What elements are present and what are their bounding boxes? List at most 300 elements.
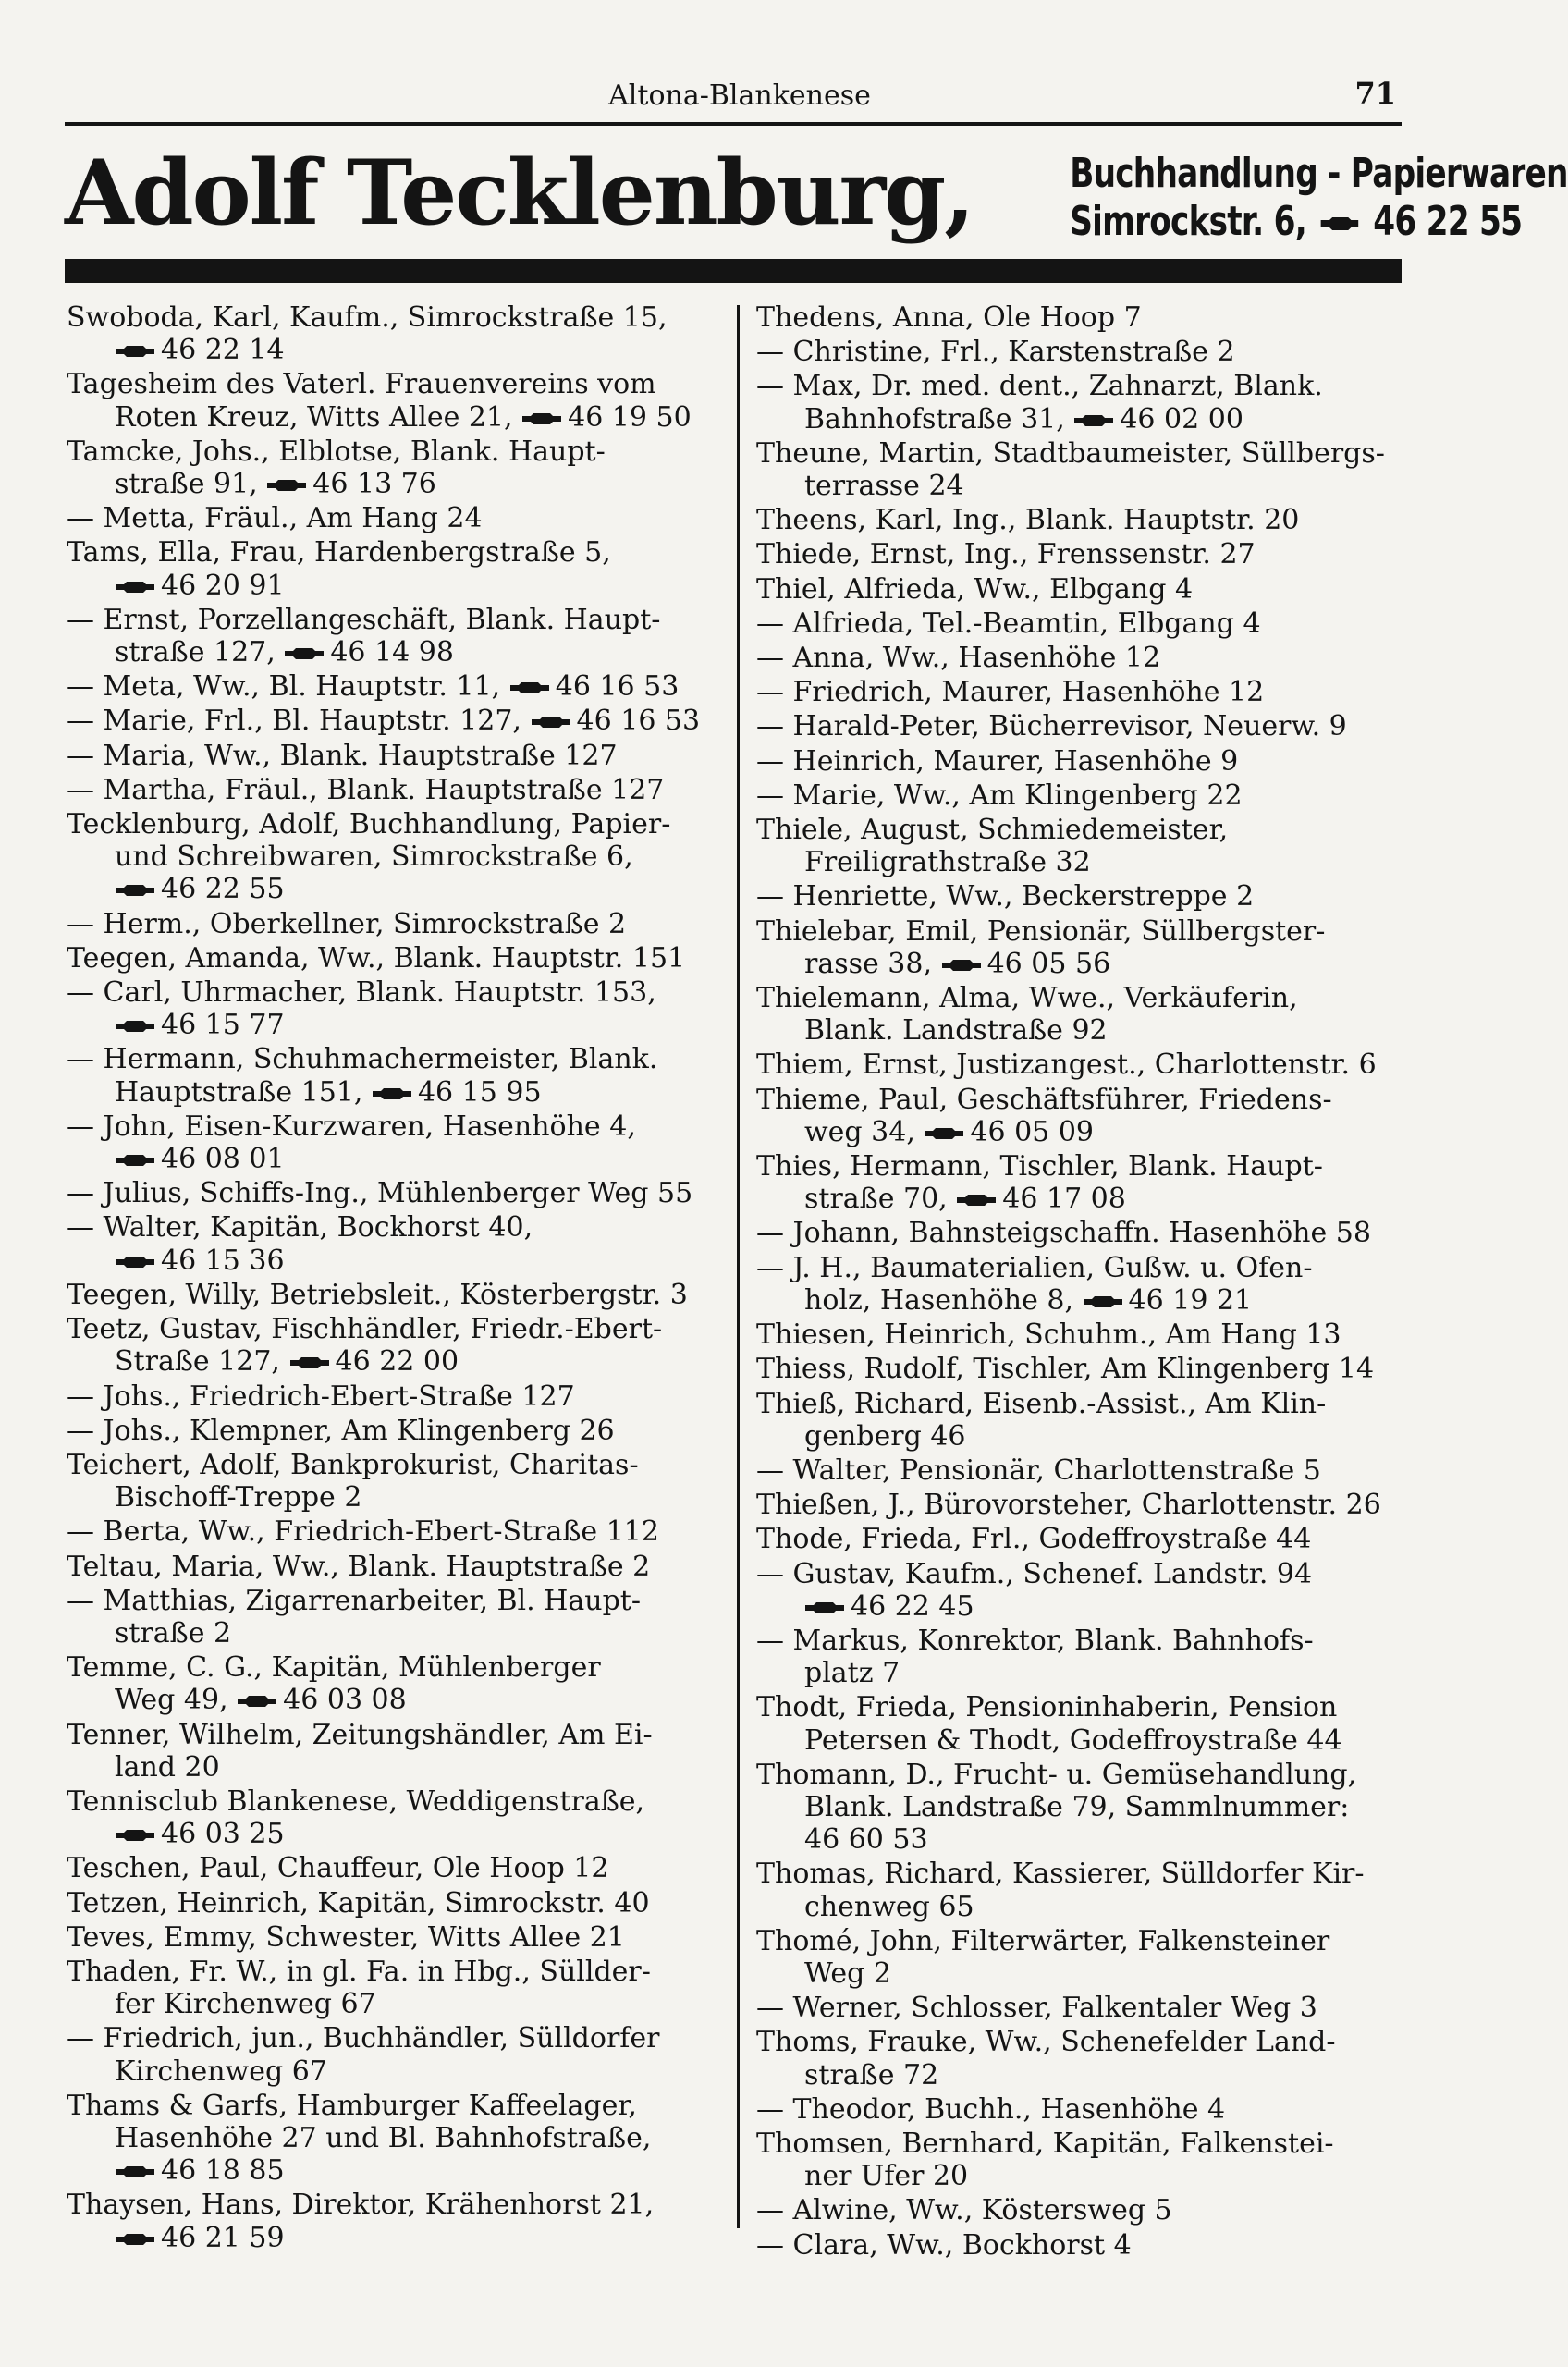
entry-text: Blank. Landstraße 92 (804, 1014, 1108, 1048)
entry-text: Temme, C. G., Kapitän, Mühlenberger (67, 1651, 601, 1685)
directory-entry (756, 982, 1413, 1047)
telephone-icon (941, 959, 982, 972)
directory-entry (756, 1625, 1413, 1689)
directory-entry (756, 573, 1413, 606)
telephone-icon (1319, 215, 1360, 232)
entry-text: Tennisclub Blankenese, Weddigenstraße, (67, 1784, 645, 1818)
entry-line (67, 1449, 723, 1481)
directory-entry (67, 1585, 723, 1650)
entry-continuation-line (67, 840, 723, 873)
entry-line (756, 2229, 1413, 2262)
entry-text: 46 03 08 (283, 1684, 407, 1717)
entry-text: Teschen, Paul, Chauffeur, Ole Hoop 12 (67, 1852, 609, 1885)
entry-text: — Walter, Pensionär, Charlottenstraße 5 (756, 1453, 1321, 1487)
entry-line (67, 1921, 723, 1954)
entry-text: — Markus, Konrektor, Blank. Bahnhofs- (756, 1624, 1314, 1657)
directory-entry (756, 1049, 1413, 1081)
entry-line (67, 2022, 723, 2054)
entry-text: — J. H., Baumaterialien, Gußw. u. Ofen- (756, 1251, 1313, 1284)
header-rule (65, 122, 1402, 126)
directory-entry (756, 1489, 1413, 1521)
entry-continuation-line (67, 1143, 723, 1175)
ad-bottom-rule (65, 259, 1402, 283)
entry-continuation-line (67, 570, 723, 602)
entry-line (756, 1625, 1413, 1657)
directory-entry (67, 1956, 723, 2020)
entry-text: 46 22 14 (161, 334, 285, 367)
directory-entry (756, 1252, 1413, 1317)
entry-line (756, 538, 1413, 570)
ad-details (1070, 150, 1568, 246)
entry-continuation-line (67, 401, 723, 434)
directory-entry (756, 336, 1413, 368)
entry-text: — Hermann, Schuhmachermeister, Blank. (67, 1043, 658, 1076)
entry-line (756, 745, 1413, 778)
entry-text: — Henriette, Ww., Beckerstreppe 2 (756, 880, 1255, 914)
entry-line (756, 676, 1413, 708)
entry-line (67, 942, 723, 975)
entry-text: straße 91, (115, 468, 267, 501)
running-head (0, 76, 1479, 117)
entry-text: Thiesen, Heinrich, Schuhm., Am Hang 13 (756, 1318, 1341, 1352)
entry-line (756, 437, 1413, 470)
entry-text: chenweg 65 (804, 1890, 974, 1923)
entry-text: — Theodor, Buchh., Hasenhöhe 4 (756, 2092, 1226, 2126)
entry-line (756, 2128, 1413, 2160)
entry-line (756, 1858, 1413, 1890)
entry-text: 46 60 53 (804, 1823, 928, 1857)
entry-text: Thiem, Ernst, Justizangest., Charlottenstr. 6 (756, 1049, 1377, 1082)
entry-text: Bahnhofstraße 31, (804, 402, 1074, 435)
entry-line (756, 573, 1413, 606)
directory-entry (756, 710, 1413, 742)
telephone-icon (509, 681, 550, 694)
entry-text: Thomas, Richard, Kassierer, Sülldorfer Kir- (756, 1858, 1365, 1891)
entry-line (67, 1852, 723, 1884)
ad-business-name: Adolf Tecklenburg, (65, 141, 974, 245)
entry-line (756, 607, 1413, 640)
entry-text: Petersen & Thodt, Godeffroystraße 44 (804, 1723, 1342, 1757)
entry-text: 46 17 08 (1002, 1183, 1126, 1216)
telephone-icon (521, 412, 562, 425)
directory-entry (67, 1651, 723, 1716)
entry-continuation-line (756, 1823, 1413, 1856)
entry-text: Thies, Hermann, Tischler, Blank. Haupt- (756, 1150, 1323, 1184)
entry-line (67, 1380, 723, 1413)
directory-entry (756, 745, 1413, 778)
entry-text: Teltau, Maria, Ww., Blank. Hauptstraße 2 (67, 1550, 651, 1583)
directory-entry (67, 1043, 723, 1108)
entry-text: 46 22 45 (851, 1589, 974, 1623)
entry-line (67, 1956, 723, 1988)
entry-text: Thoms, Frauke, Ww., Schenefelder Land- (756, 2026, 1336, 2059)
entry-line (67, 670, 723, 703)
entry-continuation-line (67, 873, 723, 905)
entry-text: Theens, Karl, Ing., Blank. Hauptstr. 20 (756, 504, 1300, 537)
directory-entry (756, 538, 1413, 570)
directory-entry (67, 1551, 723, 1583)
directory-entry (67, 1515, 723, 1548)
entry-text: — Friedrich, jun., Buchhändler, Sülldorfer (67, 2022, 660, 2055)
entry-text: — Marie, Ww., Am Klingenberg 22 (756, 779, 1243, 812)
entry-text: Thomé, John, Filterwärter, Falkensteiner (756, 1924, 1330, 1957)
telephone-icon (372, 1087, 412, 1100)
entry-text: 46 19 50 (568, 400, 692, 434)
entry-text: — Carl, Uhrmacher, Blank. Hauptstr. 153, (67, 976, 656, 1010)
entry-continuation-line (67, 1751, 723, 1784)
directory-entry (67, 435, 723, 500)
entry-line (67, 604, 723, 636)
entry-line (67, 301, 723, 334)
entry-continuation-line (67, 1684, 723, 1716)
entry-continuation-line (756, 1183, 1413, 1215)
entry-text: 46 22 55 (161, 873, 285, 906)
entry-text: Tecklenburg, Adolf, Buchhandlung, Papier- (67, 808, 671, 841)
directory-entry (67, 670, 723, 703)
entry-text: Thaysen, Hans, Direktor, Krähenhorst 21, (67, 2189, 655, 2222)
entry-text: Tagesheim des Vaterl. Frauenvereins vom (67, 368, 656, 401)
directory-entry (756, 814, 1413, 878)
entry-text: Thodt, Frieda, Pensioninhaberin, Pension (756, 1691, 1338, 1724)
directory-entry (67, 1177, 723, 1209)
entry-text: 46 19 21 (1128, 1283, 1253, 1317)
entry-text: Thaden, Fr. W., in gl. Fa. in Hbg., Süllder- (67, 1955, 651, 1988)
telephone-icon (115, 1256, 155, 1269)
entry-continuation-line (67, 1009, 723, 1041)
directory-entry (67, 1719, 723, 1784)
entry-line (756, 2194, 1413, 2226)
directory-entry (756, 1992, 1413, 2024)
directory-entry (756, 1523, 1413, 1555)
entry-text: Theune, Martin, Stadtbaumeister, Süllbergs- (756, 436, 1385, 470)
directory-entry (67, 1380, 723, 1413)
directory-entry (67, 705, 723, 737)
entry-text: — Gustav, Kaufm., Schenef. Landstr. 94 (756, 1557, 1313, 1590)
entry-line (756, 2026, 1413, 2058)
entry-continuation-line (67, 1988, 723, 2020)
directory-entry (67, 301, 723, 366)
entry-text: — Matthias, Zigarrenarbeiter, Bl. Haupt- (67, 1584, 641, 1617)
directory-entry (67, 368, 723, 433)
telephone-icon (1083, 1295, 1123, 1308)
entry-line (756, 982, 1413, 1014)
telephone-icon (924, 1127, 964, 1140)
entry-text: — Clara, Ww., Bockhorst 4 (756, 2228, 1132, 2262)
entry-continuation-line (756, 846, 1413, 878)
entry-text: 46 15 95 (417, 1075, 542, 1109)
entry-text: — Friedrich, Maurer, Hasenhöhe 12 (756, 676, 1265, 709)
entry-line (756, 336, 1413, 368)
entry-line (756, 1691, 1413, 1723)
entry-text: Thomsen, Bernhard, Kapitän, Falkenstei- (756, 2127, 1334, 2160)
entry-continuation-line (756, 1724, 1413, 1757)
entry-text: Roten Kreuz, Witts Allee 21, (115, 400, 522, 434)
entry-text: 46 05 56 (986, 947, 1111, 980)
entry-text: Teegen, Amanda, Ww., Blank. Hauptstr. 151 (67, 941, 686, 975)
telephone-icon (956, 1194, 997, 1207)
directory-entry (67, 502, 723, 534)
directory-entry (67, 604, 723, 668)
ad-phone-number: 46 22 55 (1373, 198, 1523, 245)
entry-text: 46 15 77 (161, 1009, 285, 1042)
directory-entry (756, 2194, 1413, 2226)
directory-entry (756, 642, 1413, 674)
entry-text: 46 21 59 (161, 2221, 285, 2254)
entry-text: 46 16 53 (555, 670, 680, 704)
entry-line (67, 740, 723, 772)
entry-text: Teegen, Willy, Betriebsleit., Kösterbergstr. 3 (67, 1278, 688, 1311)
entry-text: Thams & Garfs, Hamburger Kaffeelager, (67, 2089, 637, 2122)
entry-line (756, 1992, 1413, 2024)
entry-line (756, 370, 1413, 402)
entry-text: Thiele, August, Schmiedemeister, (756, 814, 1229, 847)
directory-entry (756, 1691, 1413, 1756)
entry-continuation-line (67, 468, 723, 500)
entry-continuation-line (756, 2160, 1413, 2192)
telephone-icon (115, 1020, 155, 1033)
right-column (756, 301, 1413, 2263)
telephone-icon (115, 2233, 155, 2246)
ad-line-address (1070, 198, 1523, 246)
directory-entry (756, 2093, 1413, 2126)
entry-line (756, 1150, 1413, 1183)
entry-line (756, 1353, 1413, 1385)
entry-text: fer Kirchenweg 67 (115, 1988, 376, 2021)
entry-continuation-line (67, 2122, 723, 2154)
entry-line (67, 1785, 723, 1818)
entry-text: 46 05 09 (970, 1115, 1095, 1148)
entry-line (756, 2093, 1413, 2126)
directory-entry (67, 2022, 723, 2087)
entry-text: straße 72 (804, 2058, 939, 2091)
entry-text: — Alwine, Ww., Köstersweg 5 (756, 2194, 1172, 2227)
entry-text: land 20 (115, 1750, 220, 1784)
entry-text: Thomann, D., Frucht- u. Gemüsehandlung, (756, 1758, 1357, 1791)
entry-line (756, 642, 1413, 674)
entry-line (756, 814, 1413, 846)
directory-entry (67, 942, 723, 975)
directory-entry (67, 774, 723, 806)
entry-line (756, 301, 1413, 334)
entry-text: — Julius, Schiffs-Ing., Mühlenberger Weg 55 (67, 1177, 693, 1210)
running-title: Altona-Blankenese (608, 80, 871, 112)
entry-text: Tetzen, Heinrich, Kapitän, Simrockstr. 40 (67, 1886, 650, 1919)
entry-line (67, 1887, 723, 1919)
entry-continuation-line (756, 1957, 1413, 1990)
entry-continuation-line (756, 470, 1413, 502)
directory-entry (756, 2128, 1413, 2192)
directory-entry (756, 1084, 1413, 1148)
directory-entry (67, 1921, 723, 1954)
directory-entry (756, 1925, 1413, 1990)
entry-continuation-line (67, 2222, 723, 2254)
entry-line (67, 1719, 723, 1751)
entry-line (756, 504, 1413, 536)
directory-entry (67, 1211, 723, 1276)
entry-continuation-line (67, 1076, 723, 1109)
directory-entry (67, 1852, 723, 1884)
entry-text: Thiede, Ernst, Ing., Frenssenstr. 27 (756, 538, 1256, 571)
entry-text: straße 70, (804, 1183, 957, 1216)
telephone-icon (804, 1601, 845, 1614)
telephone-icon (1073, 414, 1114, 427)
entry-text: 46 14 98 (330, 636, 454, 669)
entry-continuation-line (67, 1818, 723, 1850)
entry-text: Thiel, Alfrieda, Ww., Elbgang 4 (756, 572, 1194, 606)
entry-continuation-line (67, 334, 723, 366)
directory-entry (756, 1318, 1413, 1351)
entry-text: Thielebar, Emil, Pensionär, Süllbergster- (756, 914, 1326, 948)
entry-continuation-line (756, 403, 1413, 435)
entry-text: — Johann, Bahnsteigschaffn. Hasenhöhe 58 (756, 1217, 1371, 1250)
entry-text: weg 34, (804, 1115, 925, 1148)
telephone-icon (266, 479, 307, 492)
entry-line (67, 705, 723, 737)
entry-text: holz, Hasenhöhe 8, (804, 1283, 1083, 1317)
directory-entry (756, 301, 1413, 334)
directory-entry (756, 2026, 1413, 2091)
entry-text: Teves, Emmy, Schwester, Witts Allee 21 (67, 1920, 625, 1954)
directory-entry (756, 1388, 1413, 1453)
entry-line (756, 1523, 1413, 1555)
entry-line (67, 1043, 723, 1075)
telephone-icon (237, 1695, 277, 1708)
entry-text: — Marie, Frl., Bl. Hauptstr. 127, (67, 705, 531, 738)
entry-continuation-line (67, 1617, 723, 1650)
telephone-icon (115, 2165, 155, 2178)
entry-line (67, 908, 723, 940)
directory-entry (756, 1759, 1413, 1857)
entry-text: Bischoff-Treppe 2 (115, 1481, 362, 1515)
entry-line (756, 1454, 1413, 1487)
directory-entry (67, 908, 723, 940)
entry-line (67, 1415, 723, 1447)
entry-text: ner Ufer 20 (804, 2160, 969, 2193)
entry-line (756, 1558, 1413, 1590)
entry-continuation-line (756, 1891, 1413, 1923)
entry-line (67, 502, 723, 534)
directory-entry (756, 504, 1413, 536)
entry-line (67, 1211, 723, 1244)
entry-line (756, 1084, 1413, 1116)
entry-text: — Werner, Schlosser, Falkentaler Weg 3 (756, 1992, 1317, 2025)
directory-entry (756, 1353, 1413, 1385)
directory-entry (756, 779, 1413, 812)
entry-line (67, 435, 723, 468)
entry-line (756, 1489, 1413, 1521)
entry-text: — Metta, Fräul., Am Hang 24 (67, 502, 483, 535)
entry-text: — Heinrich, Maurer, Hasenhöhe 9 (756, 744, 1239, 778)
entry-line (67, 2189, 723, 2221)
entry-text: — Berta, Ww., Friedrich-Ebert-Straße 112 (67, 1515, 659, 1549)
entry-text: 46 15 36 (161, 1244, 285, 1277)
entry-text: 46 03 25 (161, 1818, 285, 1851)
directory-entry (67, 1449, 723, 1514)
entry-text: — Christine, Frl., Karstenstraße 2 (756, 336, 1235, 369)
entry-line (67, 368, 723, 400)
entry-text: Hauptstraße 151, (115, 1075, 372, 1109)
telephone-icon (115, 345, 155, 358)
entry-text: Thießen, J., Bürovorsteher, Charlottenstr. 26 (756, 1489, 1381, 1522)
entry-line (756, 1252, 1413, 1284)
entry-line (756, 1388, 1413, 1420)
entry-continuation-line (67, 2154, 723, 2187)
entry-text: 46 16 53 (576, 705, 701, 738)
entry-text: Tams, Ella, Frau, Hardenbergstraße 5, (67, 536, 611, 570)
entry-text: straße 127, (115, 636, 285, 669)
entry-text: Thieß, Richard, Eisenb.-Assist., Am Klin- (756, 1387, 1327, 1420)
entry-line (67, 536, 723, 569)
entry-text: Swoboda, Karl, Kaufm., Simrockstraße 15, (67, 301, 668, 334)
directory-entry (756, 437, 1413, 502)
entry-line (756, 880, 1413, 913)
entry-text: rasse 38, (804, 947, 941, 980)
telephone-icon (531, 716, 571, 729)
entry-continuation-line (756, 1014, 1413, 1047)
directory-entry (67, 1415, 723, 1447)
entry-text: Thielemann, Alma, Wwe., Verkäuferin, (756, 982, 1298, 1015)
entry-line (67, 774, 723, 806)
entry-line (756, 779, 1413, 812)
entry-continuation-line (756, 1284, 1413, 1317)
entry-line (67, 1279, 723, 1311)
directory-entry (756, 1558, 1413, 1623)
entry-continuation-line (756, 1420, 1413, 1453)
directory-entry (67, 1110, 723, 1175)
entry-text: straße 2 (115, 1616, 232, 1650)
entry-text: genberg 46 (804, 1419, 966, 1453)
entry-text: — Walter, Kapitän, Bockhorst 40, (67, 1211, 533, 1245)
directory-entry (67, 1313, 723, 1378)
directory-entry (756, 676, 1413, 708)
directory-entry (756, 370, 1413, 435)
entry-line (67, 808, 723, 840)
entry-line (67, 1651, 723, 1684)
entry-line (67, 1313, 723, 1345)
entry-text: 46 02 00 (1120, 402, 1243, 435)
entry-text: Weg 49, (115, 1684, 238, 1717)
directory-entry (67, 2090, 723, 2188)
entry-text: — Anna, Ww., Hasenhöhe 12 (756, 642, 1161, 675)
entry-text: Thieme, Paul, Geschäftsführer, Friedens- (756, 1083, 1332, 1116)
ad-address: Simrockstr. 6, (1070, 198, 1306, 245)
directory-entry (756, 880, 1413, 913)
entry-text: und Schreibwaren, Simrockstraße 6, (115, 840, 633, 874)
entry-text: 46 08 01 (161, 1143, 285, 1176)
entry-text: Thode, Frieda, Frl., Godeffroystraße 44 (756, 1523, 1312, 1556)
ad-line-trade: Buchhandlung - Papierwaren (1070, 150, 1568, 197)
entry-line (756, 915, 1413, 948)
entry-line (67, 1515, 723, 1548)
advertisement-banner (65, 139, 1568, 254)
directory-entry (67, 740, 723, 772)
directory-entry (67, 536, 723, 601)
entry-continuation-line (756, 1791, 1413, 1823)
entry-continuation-line (756, 1116, 1413, 1148)
entry-text: Thiess, Rudolf, Tischler, Am Klingenberg 14 (756, 1353, 1375, 1386)
directory-entry (67, 1887, 723, 1919)
entry-text: Freiligrathstraße 32 (804, 846, 1091, 879)
entry-text: — John, Eisen-Kurzwaren, Hasenhöhe 4, (67, 1110, 636, 1143)
entry-text: 46 22 00 (335, 1345, 459, 1379)
entry-continuation-line (67, 1481, 723, 1514)
directory-entry (756, 1858, 1413, 1922)
entry-text: platz 7 (804, 1657, 900, 1690)
entry-line (67, 2090, 723, 2122)
entry-line (67, 1551, 723, 1583)
entry-continuation-line (67, 1345, 723, 1378)
directory-entry (756, 1454, 1413, 1487)
